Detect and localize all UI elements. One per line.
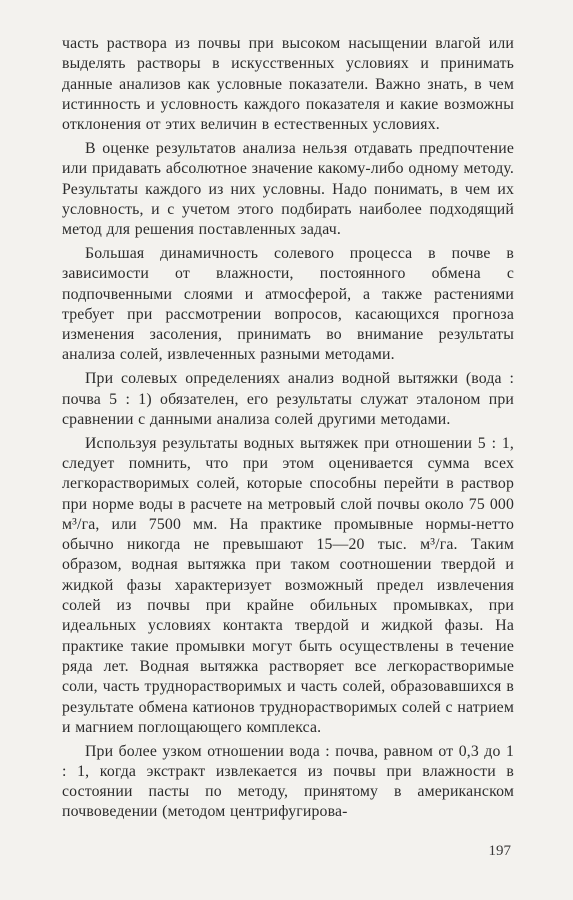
paragraph-2: В оценке результатов анализа нельзя отдавать предпочтение или придавать абсолютное значение какому-либо одному методу. Результаты каждого из них условны. Надо понимать, в чем их условность, и с учетом этого подбирать наиболее подходящий метод для решения поставленных задач. — [62, 139, 514, 239]
paragraph-4: При солевых определениях анализ водной вытяжки (вода : почва 5 : 1) обязателен, его результаты служат эталоном при сравнении с данными анализа солей другими методами. — [62, 370, 514, 428]
page-body — [62, 34, 514, 823]
page-number: 197 — [488, 843, 511, 859]
paragraph-3: Большая динамичность солевого процесса в почве в зависимости от влажности, постоянного обмена с подпочвенными слоями и атмосферой, а также растениями требует при рассмотрении вопросов, касающихся прогноза изменения засоления, принимать во внимание результаты анализа солей, извлеченных разными методами. — [62, 244, 514, 364]
paragraph-6: При более узком отношении вода : почва, равном от 0,3 до 1 : 1, когда экстракт извлекается из почвы при влажности в состоянии пасты по методу, принятому в американском почвоведении (методом центрифугирова- — [62, 742, 514, 821]
paragraph-1: часть раствора из почвы при высоком насыщении влагой или выделять растворы в искусственных условиях и принимать данные анализов как условные показатели. Важно знать, в чем истинность и условность каждого показателя и какие возможны отклонения от этих величин в естественных условиях. — [62, 35, 514, 134]
paragraph-5: Используя результаты водных вытяжек при отношении 5 : 1, следует помнить, что при этом оценивается сумма всех легкорастворимых солей, которые способны перейти в раствор при норме воды в расчете на метровый слой почвы около 75 000 м³/га, или 7500 мм. На практике промывные нормы-нетто обычно никогда не превышают 15—20 тыс. м³/га. Таким образом, водная вытяжка при таком соотношении твердой и жидкой фазы характеризует возможный предел извлечения солей из почвы при крайне обильных промывках, при идеальных условиях контакта твердой и жидкой фазы. На практике такие промывки могут быть осуществлены в течение ряда лет. Водная вытяжка растворяет все легкорастворимые соли, часть труднорастворимых и часть солей, образовавшихся в результате обмена катионов труднорастворимых солей с натрием и магнием поглощающего комплекса. — [62, 434, 514, 736]
